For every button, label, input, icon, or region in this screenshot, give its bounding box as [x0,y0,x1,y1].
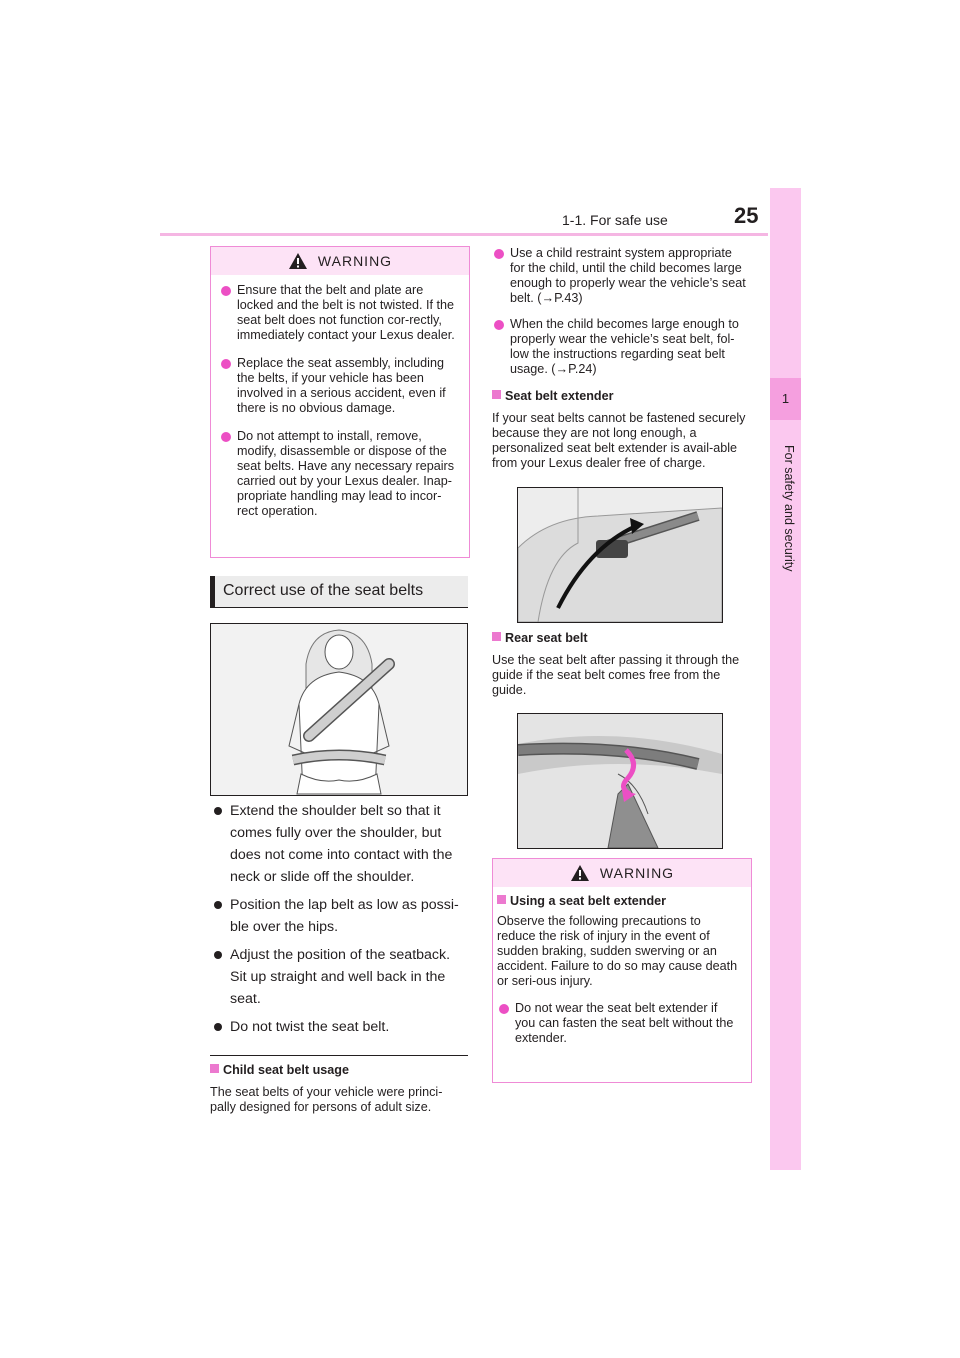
bullet-dot-icon [499,1004,509,1014]
list-item: When the child becomes large enough to properly wear the vehicle’s seat belt, fol-low the instructions regarding seat belt usage. (→P.24) [492,317,750,377]
chapter-side-tab [770,188,801,1170]
warning-title: WARNING [317,253,393,269]
list-item: Extend the shoulder belt so that it comes fully over the shoulder, but does not come into contact with the neck or slide off the shoulder. [212,800,468,888]
list-item: Position the lap belt as low as possi-ble over the hips. [212,894,468,938]
bullet-dot-icon [221,432,231,442]
rear-guide-figure [518,714,722,848]
chapter-number-tab [770,378,801,420]
square-marker-icon [497,895,506,904]
warning-box-extender [492,858,752,1083]
warning-header [493,859,751,887]
bullet-dot-icon [214,1023,222,1031]
warning-subheading: Using a seat belt extender [497,894,741,908]
page-number: 25 [734,203,759,228]
child-seat-text: The seat belts of your vehicle were princi-pally designed for persons of adult size. [210,1085,443,1114]
seatbelt-position-figure [211,624,467,795]
warning-item: Do not attempt to install, remove, modify, disassemble or dispose of the seat belts. Have any necessary repairs carried out by your Lexus dealer. Inap-propriate handling may lead to incor-rect operation. [219,429,459,519]
list-item: Do not twist the seat belt. [212,1016,468,1038]
square-marker-icon [492,390,501,399]
warning-item: Ensure that the belt and plate are locked and the belt is not twisted. If the seat belt does not function cor-rectly, immediately contact your Lexus dealer. [219,283,459,343]
extender-heading: Seat belt extender [492,389,614,403]
extender-figure [518,488,722,622]
rear-seat-belt-guide-illustration [517,713,723,849]
section-title-header: 1-1. For safe use [562,212,668,228]
seated-person-illustration [210,623,468,796]
chapter-label: For safety and security [782,445,796,572]
square-marker-icon [492,632,501,641]
seat-belt-extender-illustration [517,487,723,623]
bullet-dot-icon [494,320,504,330]
bullet-dot-icon [221,286,231,296]
bullet-dot-icon [494,249,504,259]
warning-text: Observe the following precautions to reduce the risk of injury in the event of sudden braking, sudden swerving or an accident. Failure to do so may cause death or seri-ous injury. [497,914,738,988]
list-item: Adjust the position of the seatback. Sit up straight and well back in the seat. [212,944,468,1010]
warning-header [211,247,469,275]
extender-text: If your seat belts cannot be fastened securely because they are not long enough, a personalized seat belt extender is avail-able from your Lexus dealer free of charge. [492,411,746,470]
rear-belt-heading: Rear seat belt [492,631,588,645]
chapter-number: 1 [781,391,790,406]
rear-belt-text: Use the seat belt after passing it through the guide if the seat belt comes free from the guide. [492,653,740,697]
child-seat-items [492,246,750,377]
bullet-dot-icon [221,359,231,369]
bullet-dot-icon [214,807,222,815]
warning-triangle-icon [570,864,590,882]
child-seat-heading: Child seat belt usage [210,1063,349,1077]
warning-box-seat-belts [210,246,470,558]
correct-use-bullets [212,800,468,1038]
divider [210,1055,468,1056]
header-rule [160,233,768,236]
warning-triangle-icon [288,252,308,270]
section-heading-correct-use: Correct use of the seat belts [210,576,468,608]
list-item: Use a child restraint system appropriate for the child, until the child becomes large enough to properly wear the vehicle’s seat belt. (→P.43) [492,246,750,306]
warning-title: WARNING [599,865,675,881]
bullet-dot-icon [214,901,222,909]
bullet-dot-icon [214,951,222,959]
square-marker-icon [210,1064,219,1073]
warning-item: Replace the seat assembly, including the belts, if your vehicle has been involved in a serious accident, even if there is no obvious damage. [219,356,459,416]
warning-item: Do not wear the seat belt extender if you can fasten the seat belt without the extender. [497,1001,741,1046]
